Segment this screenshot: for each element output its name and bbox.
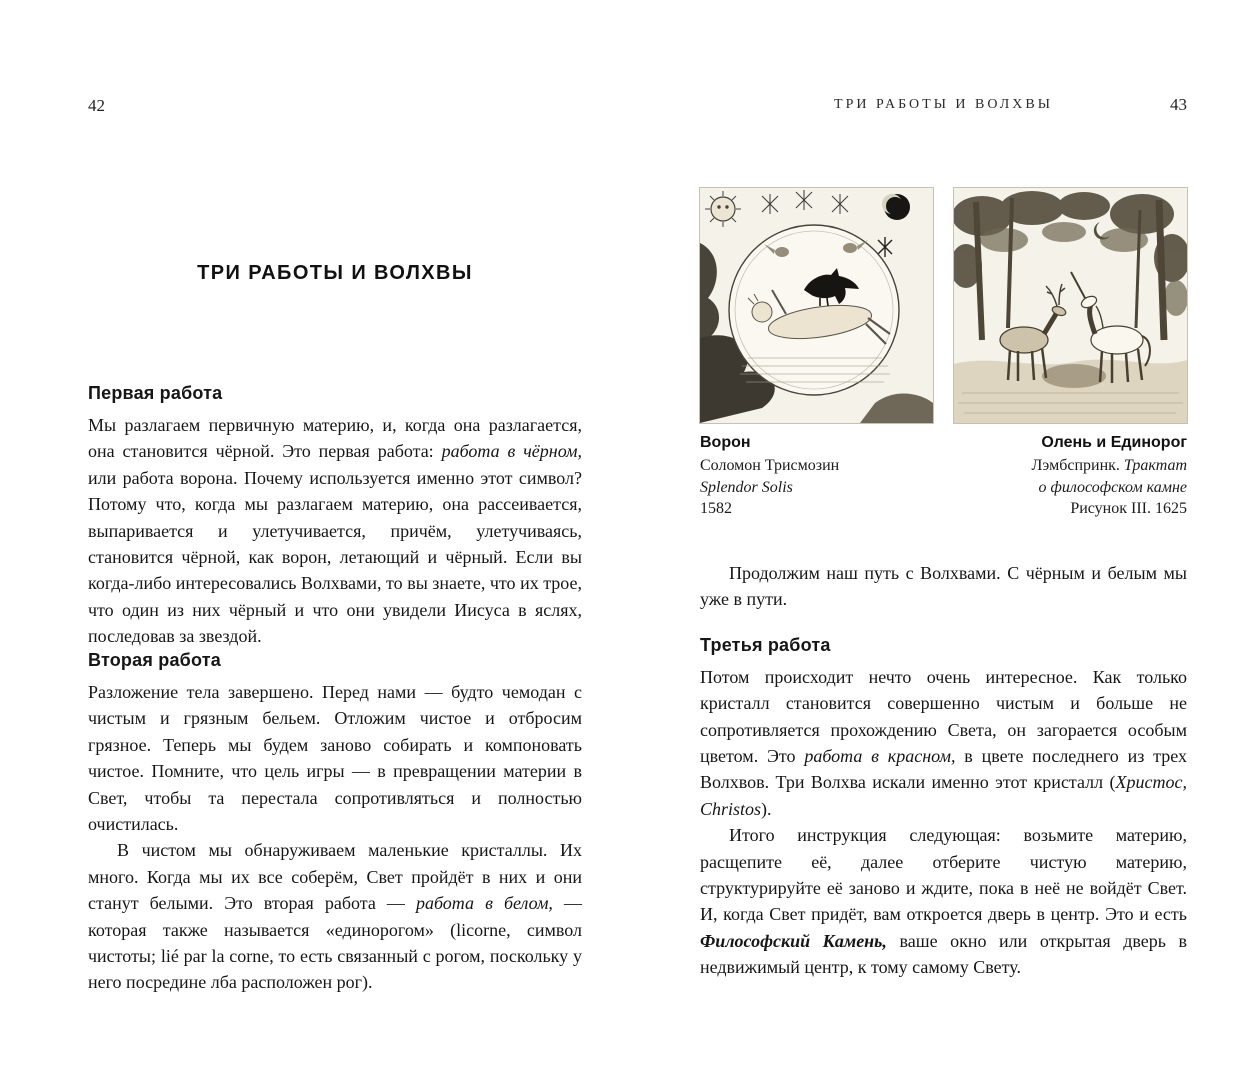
figures-row <box>700 188 1187 520</box>
right-page-text <box>700 560 1187 981</box>
paragraph-third-work-1: Потом происходит нечто очень интересное. Как только кристалл становится совершенно чистым и больше не сопротивляется прохождению Света, он загорается особым цветом. Это работа в красном, в цвете последнего из трех Волхвов. Три Волхва искали именно этот кристалл (Христос, Christos). <box>700 666 1187 819</box>
section-heading-first-work: Первая работа <box>88 383 223 403</box>
caption-line: 1582 <box>700 500 732 517</box>
caption-raven <box>700 434 933 520</box>
section-heading-third-work: Третья работа <box>700 634 831 655</box>
paragraph-third-work-2: Итого инструкция следующая: возьмите материю, расщепите её, далее отберите чистую материю, структурируйте её заново и ждите, пока в неё не войдёт Свет. И, когда Свет придёт, вам откроется дверь в центр. Это и есть Философский Камень, ваше окно или открытая дверь в недвижимый центр, к тому самому Свету. <box>700 825 1187 978</box>
deer-unicorn-engraving <box>954 188 1187 423</box>
caption-title-deer-unicorn: Олень и Единорог <box>1041 434 1187 451</box>
caption-line: о философском камне <box>1038 478 1187 496</box>
figure-deer-unicorn <box>954 188 1187 520</box>
running-header <box>700 97 1187 119</box>
chapter-title: ТРИ РАБОТЫ И ВОЛХВЫ <box>197 262 473 284</box>
caption-title-raven: Ворон <box>700 434 751 451</box>
caption-line: Лэмбспринк. Трактат <box>1031 457 1187 474</box>
section-heading-second-work: Вторая работа <box>88 650 221 670</box>
caption-deer-unicorn <box>954 434 1187 520</box>
caption-line: Рисунок III. 1625 <box>1070 500 1187 517</box>
page-number-left: 42 <box>88 96 105 115</box>
section-second-work <box>88 650 582 996</box>
section-first-work <box>88 383 582 650</box>
paragraph-second-work-2: В чистом мы обнаруживаем маленькие кристаллы. Их много. Когда мы их все соберём, Свет пройдёт в них и они станут белыми. Это вторая работа — работа в белом, — которая также называется «единорогом» (licorne, символ чистоты; lié par la corne, то есть связанный с рогом, поскольку у него посредине лба расположен рог). <box>88 840 583 993</box>
paragraph-second-work-1: Разложение тела завершено. Перед нами — будто чемодан с чистым и грязным бельем. Отложим чистое и отбросим грязное. Теперь мы будем заново собирать и компоновать чистое. Помните, что цель игры — в превращении материи в Свет, чтобы та перестала сопротивляться и полностью очистилась. <box>88 682 582 835</box>
caption-line: Splendor Solis <box>700 478 793 496</box>
page-number-right: 43 <box>1170 95 1187 114</box>
caption-line: Соломон Трисмозин <box>700 457 840 474</box>
paragraph-first-work: Мы разлагаем первичную материю, и, когда она разлагается, она становится чёрной. Это первая работа: работа в чёрном, или работа ворона. Почему используется именно этот символ? Потому что, когда мы разлагаем материю, она рассеивается, выпаривается и улетучивается, причём, улетучиваясь, становится чёрной, как ворон, летающий и чёрный. Если вы когда-либо интересовались Волхвами, то вы знаете, что их трое, что один из них чёрный и что они увидели Иисуса в яслях, последовав за звездой. <box>88 415 583 647</box>
raven-engraving <box>700 188 933 423</box>
running-header-text: ТРИ РАБОТЫ И ВОЛХВЫ <box>834 97 1053 112</box>
figure-raven <box>700 188 933 520</box>
rock <box>1042 364 1106 388</box>
paragraph-intro: Продолжим наш путь с Волхвами. С чёрным и белым мы уже в пути. <box>700 563 1187 610</box>
